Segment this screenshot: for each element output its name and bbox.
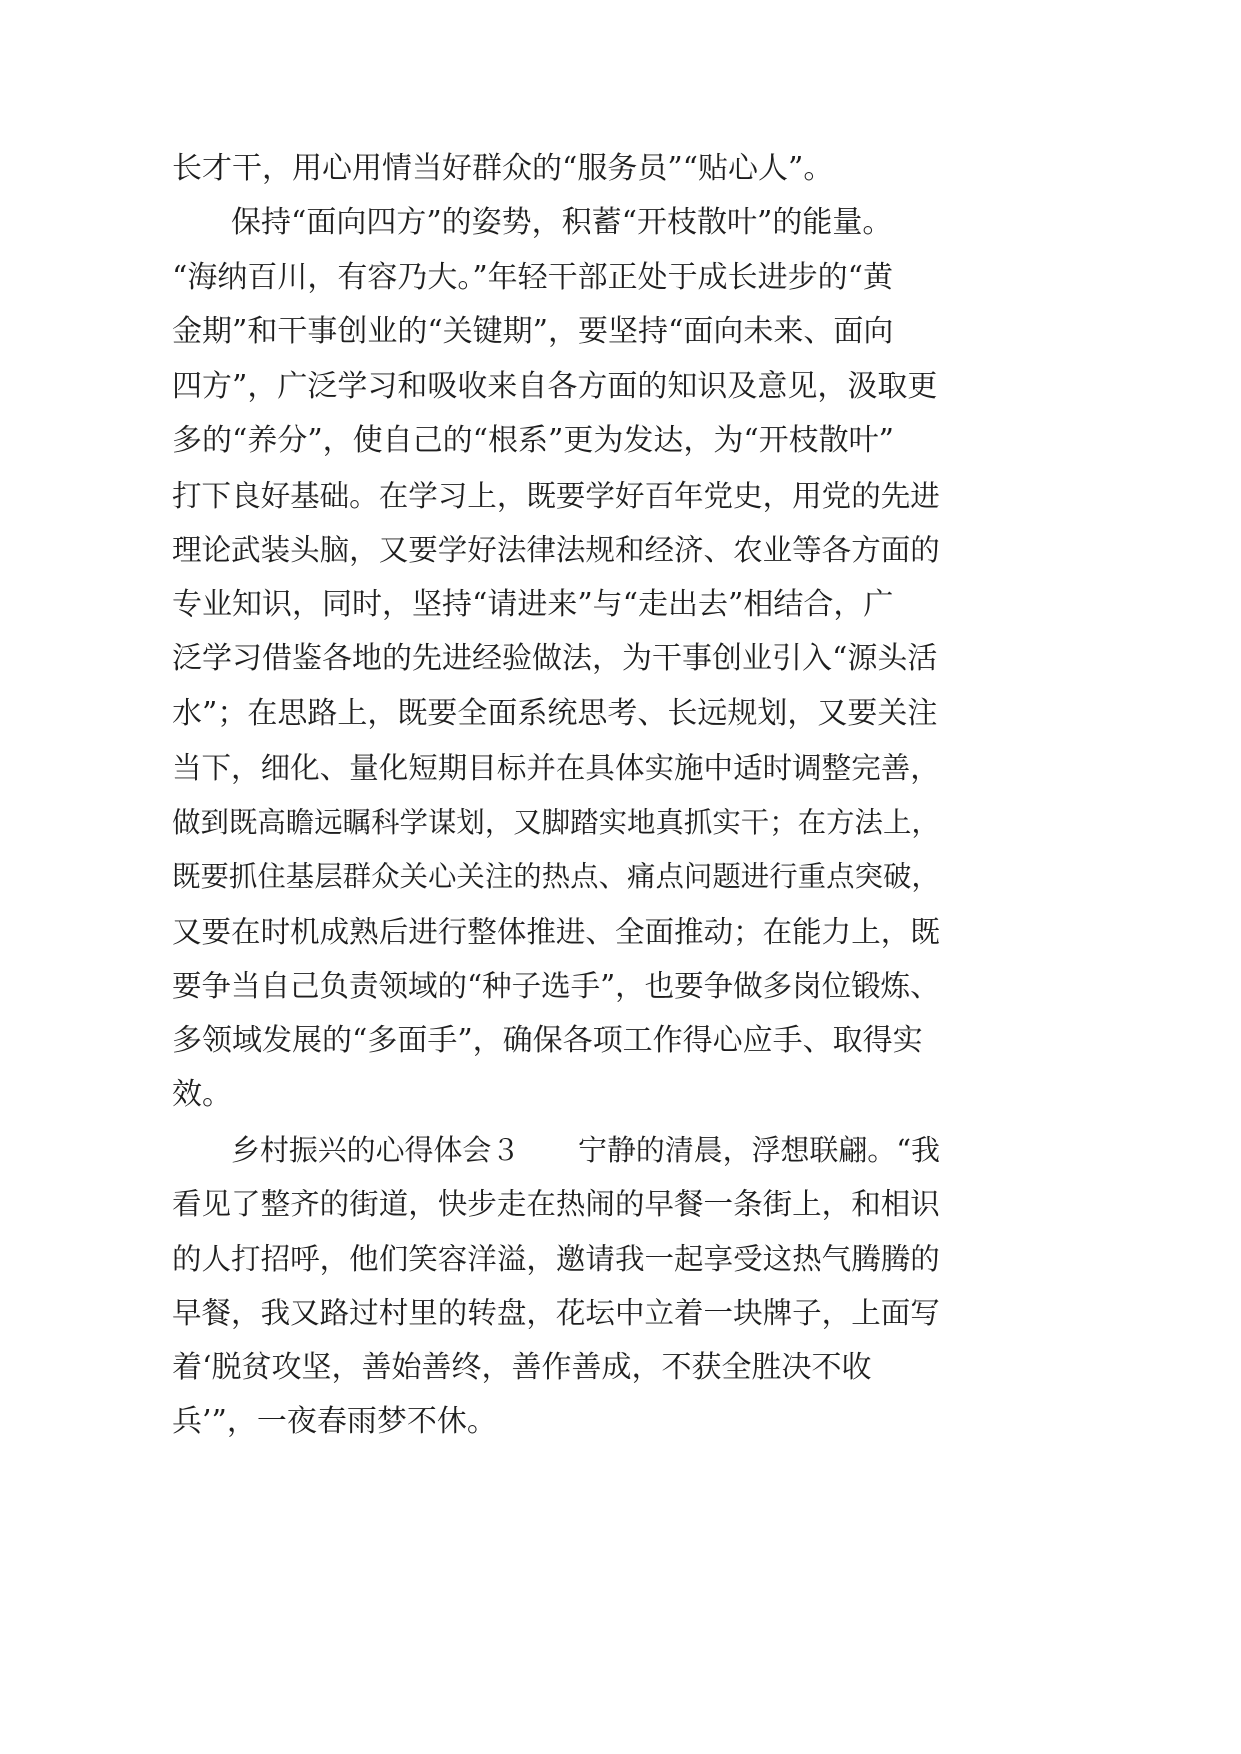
- text-line: [0, 956, 1241, 1016]
- line-text: 的人打招呼，他们笑容洋溢，邀请我一起享受这热气腾腾的: [172, 1242, 940, 1276]
- line-text: 兵’”，一夜春雨梦不休。: [172, 1404, 497, 1439]
- line-text: 又要在时机成熟后进行整体推进、全面推动；在能力上，既: [172, 915, 940, 949]
- line-text: 着‘脱贫攻坚，善始善终，善作善成，不获全胜决不收: [172, 1350, 872, 1385]
- text-line: [0, 902, 1241, 962]
- line-text: 专业知识，同时，坚持“请进来”与“走出去”相结合，广: [172, 587, 894, 622]
- line-text: 既要抓住基层群众关心关注的热点、痛点问题进行重点突破，: [172, 860, 940, 893]
- text-line: [0, 793, 1241, 853]
- text-line: [0, 738, 1241, 798]
- text-line: [0, 248, 1241, 308]
- line-text: 早餐，我又路过村里的转盘，花坛中立着一块牌子，上面写: [172, 1296, 940, 1330]
- text-line: [0, 411, 1241, 471]
- text-line: [0, 847, 1241, 907]
- text-line: [0, 1120, 1241, 1180]
- text-line: [0, 1392, 1241, 1452]
- line-text: 看见了整齐的街道，快步走在热闹的早餐一条街上，和相识: [172, 1187, 940, 1221]
- text-line: [0, 302, 1241, 362]
- text-line: [0, 357, 1241, 417]
- line-text: 打下良好基础。在学习上，既要学好百年党史，用党的先进: [172, 479, 940, 513]
- line-text: 水”；在思路上，既要全面系统思考、长远规划，又要关注: [172, 696, 938, 731]
- line-text: 保持“面向四方”的姿势，积蓄“开枝散叶”的能量。: [231, 205, 893, 240]
- line-text: “海纳百川，有容乃大。”年轻干部正处于成长进步的“黄: [172, 260, 894, 295]
- text-line: [0, 1229, 1241, 1289]
- line-text: 做到既高瞻远瞩科学谋划，又脚踏实地真抓实干；在方法上，: [172, 806, 940, 839]
- line-text: 要争当自己负责领域的“种子选手”，也要争做多岗位锻炼、: [172, 969, 940, 1003]
- text-line: [0, 520, 1241, 580]
- text-line: [0, 1011, 1241, 1071]
- line-text: 多的“养分”，使自己的“根系”更为发达，为“开枝散叶”: [172, 423, 895, 458]
- text-line: [0, 684, 1241, 744]
- text-line: [0, 139, 1241, 199]
- text-line: [0, 575, 1241, 635]
- line-text: 长才干，用心用情当好群众的“服务员”“贴心人”。: [172, 151, 834, 186]
- text-line: [0, 629, 1241, 689]
- line-text: 金期”和干事创业的“关键期”，要坚持“面向未来、面向: [172, 314, 894, 349]
- line-text: 当下，细化、量化短期目标并在具体实施中适时调整完善，: [172, 751, 940, 785]
- text-line: [0, 1338, 1241, 1398]
- line-text: 四方”，广泛学习和吸收来自各方面的知识及意见，汲取更: [172, 369, 938, 404]
- text-line: [0, 193, 1241, 253]
- text-line: [0, 466, 1241, 526]
- line-text: 乡村振兴的心得体会３ 宁静的清晨，浮想联翩。“我: [231, 1133, 940, 1167]
- line-text: 泛学习借鉴各地的先进经验做法，为干事创业引入“源头活: [172, 641, 938, 676]
- line-text: 多领域发展的“多面手”，确保各项工作得心应手、取得实: [172, 1023, 923, 1058]
- line-text: 效。: [172, 1077, 232, 1112]
- text-line: [0, 1065, 1241, 1125]
- line-text: 理论武装头脑，又要学好法律法规和经济、农业等各方面的: [172, 533, 940, 567]
- text-line: [0, 1174, 1241, 1234]
- text-line: [0, 1283, 1241, 1343]
